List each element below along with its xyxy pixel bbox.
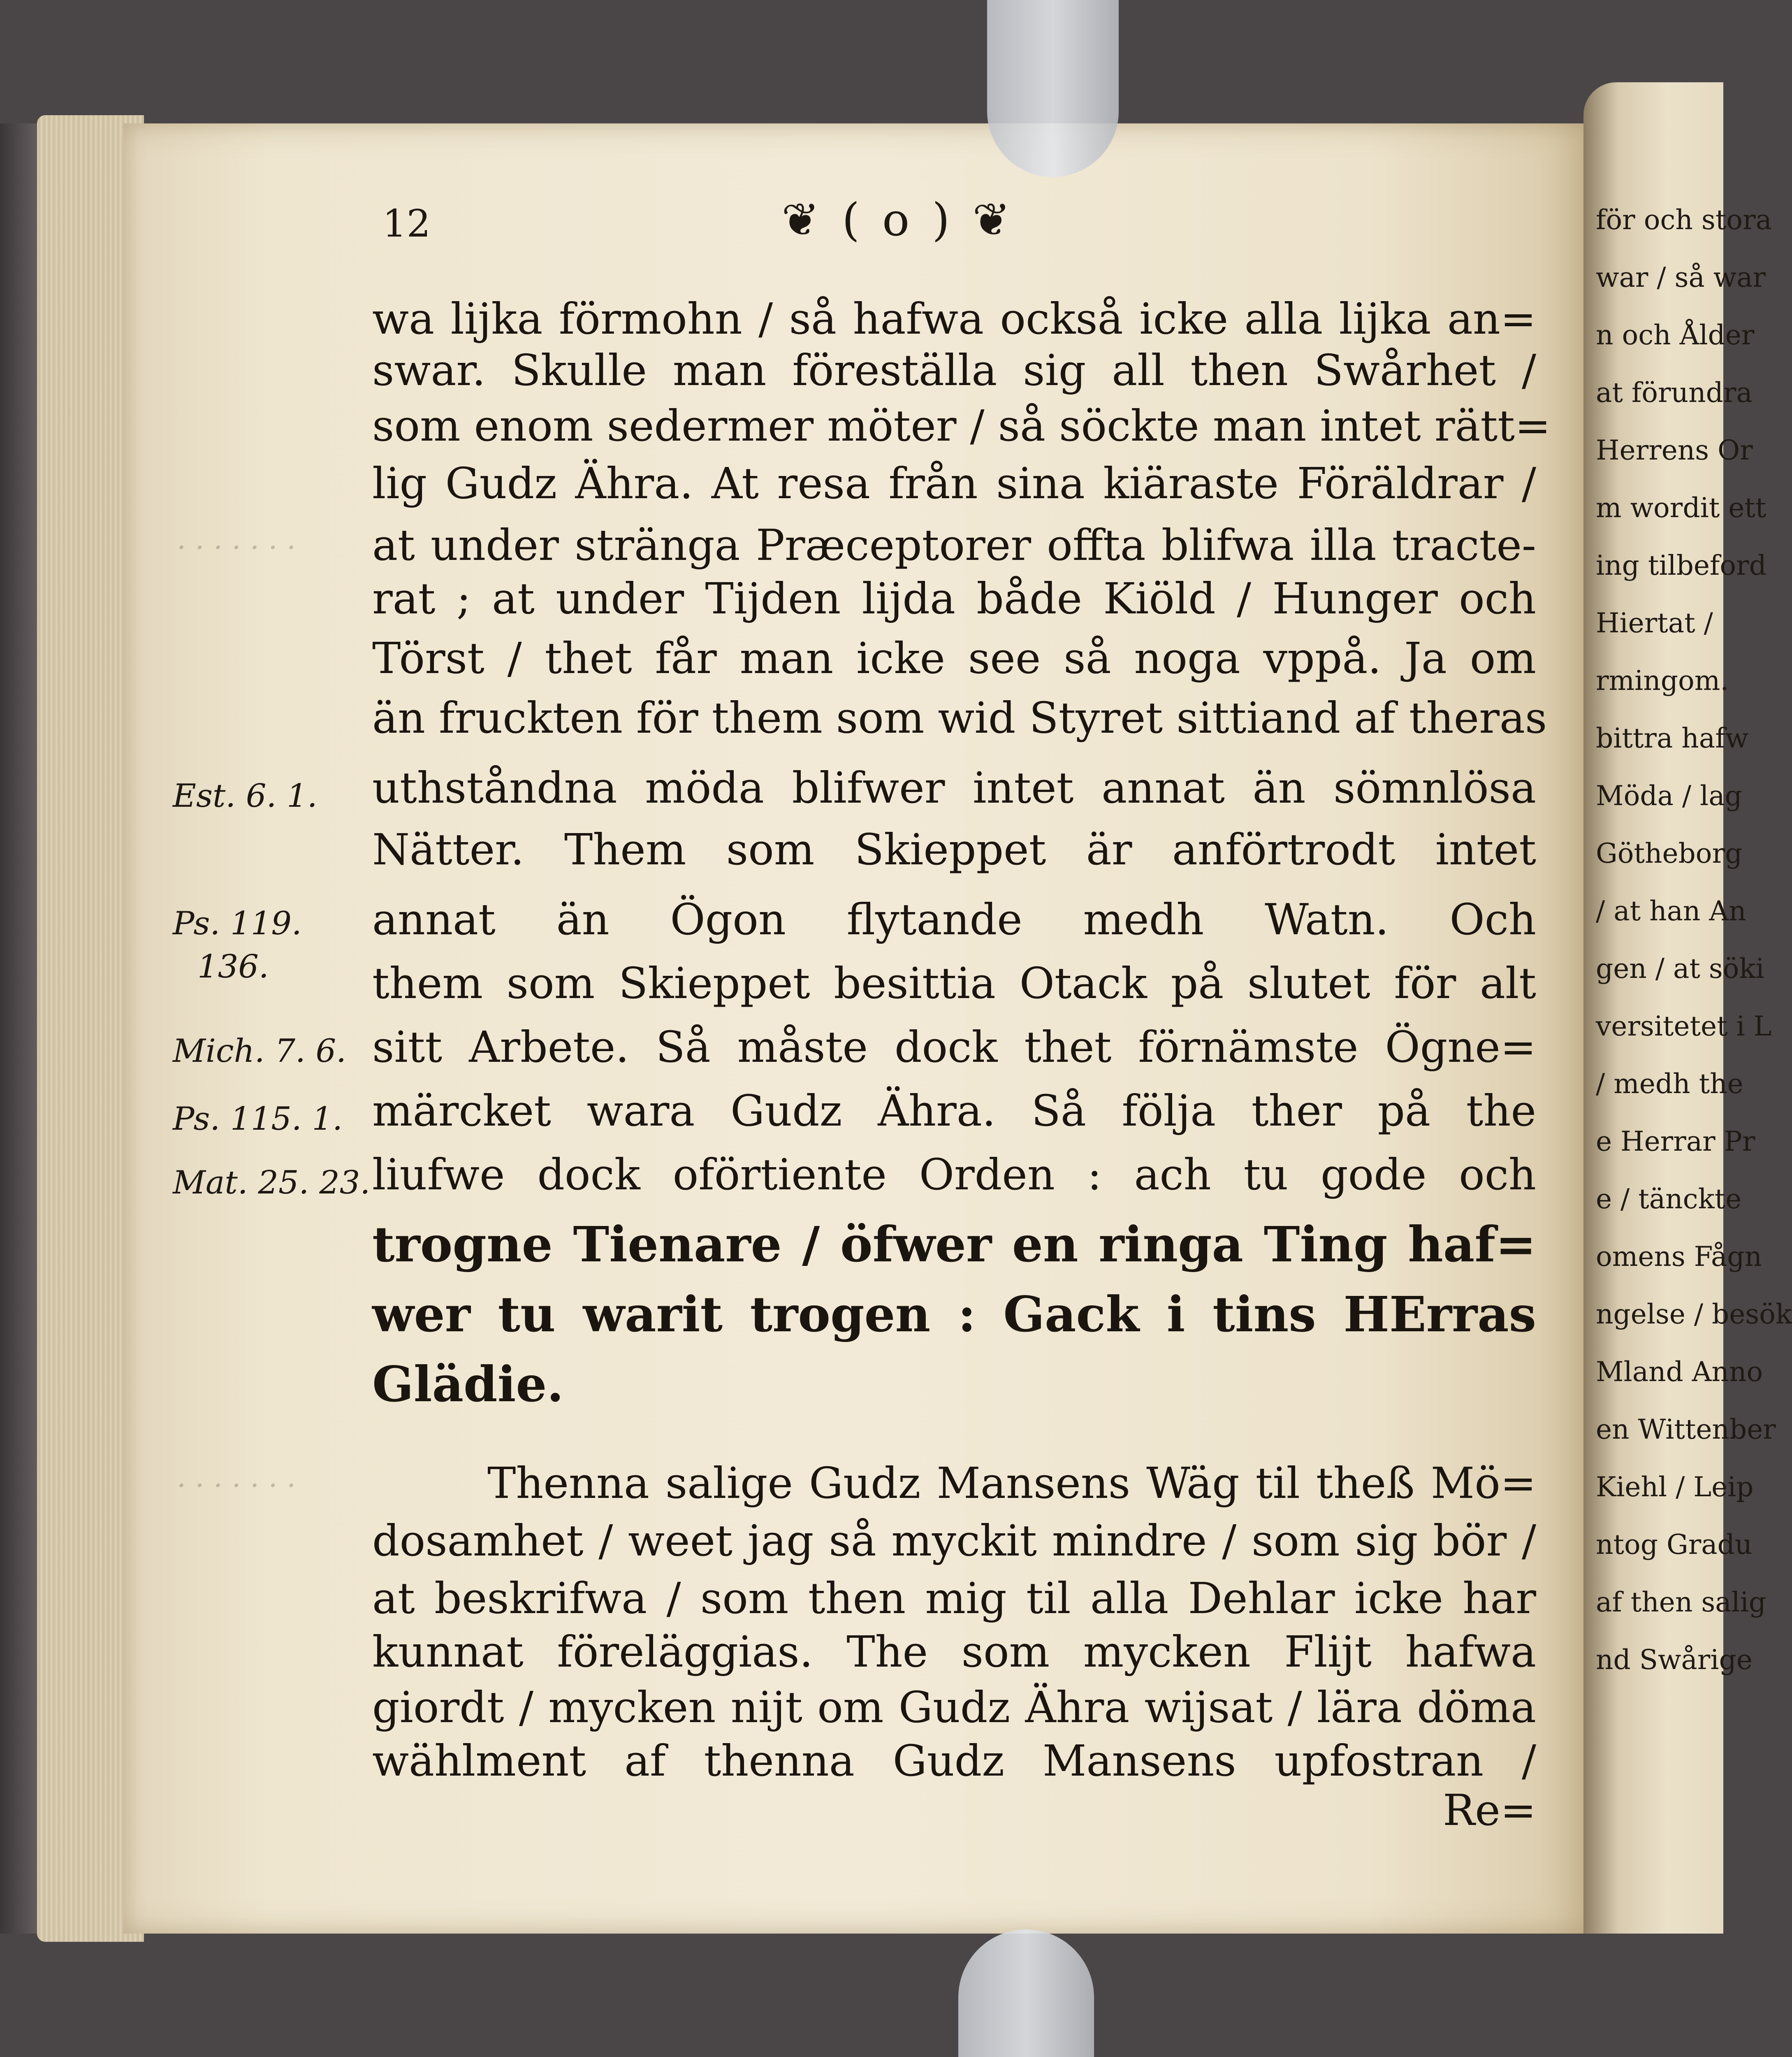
body-text-line: än fruckten för them som wid Styret sittiand af theras [372, 693, 1547, 743]
facing-line: Kiehl / Leip [1596, 1471, 1754, 1503]
facing-line: e / tänckte [1596, 1183, 1742, 1215]
body-text-line: Nätter. Them som Skieppet är anförtrodt intet [372, 824, 1536, 875]
facing-line: / at han An [1596, 895, 1746, 927]
body-text-line: dosamhet / weet jag så myckit mindre / som sig bör / [372, 1516, 1536, 1566]
body-text-line-emphasis: wer tu warit trogen : Gack i tins HErras [372, 1286, 1536, 1343]
facing-line: Hiertat / [1596, 607, 1713, 639]
facing-line: af then salig [1596, 1586, 1766, 1618]
margin-note-reference: 136. [197, 948, 269, 985]
body-text-line: giordt / mycken nijt om Gudz Ähra wijsat / lära döma [372, 1682, 1536, 1732]
body-text-line: märcket wara Gudz Ähra. Så följa ther på the [372, 1086, 1536, 1136]
facing-line: e Herrar Pr [1596, 1126, 1755, 1157]
facing-line: bittra hafw [1596, 722, 1749, 754]
header-ornament: ❦ ( o ) ❦ [781, 193, 1015, 246]
facing-line: m wordit ett [1596, 492, 1766, 524]
body-text-line: swar. Skulle man föreställa sig all then Swårhet / [372, 345, 1536, 395]
body-text-line: liufwe dock oförtiente Orden : ach tu gode och [372, 1149, 1536, 1200]
facing-line: gen / at söki [1596, 953, 1764, 984]
margin-note-reference: Est. 6. 1. [173, 778, 318, 815]
facing-line: ing tilbeford [1596, 550, 1766, 581]
facing-line: ngelse / besök [1596, 1298, 1792, 1330]
page-number: 12 [383, 202, 431, 246]
catchword: Re= [1443, 1785, 1536, 1835]
facing-line: n och Ålder [1596, 319, 1755, 351]
facing-page [1583, 82, 1792, 1934]
facing-line: / medh the [1596, 1068, 1743, 1100]
bleed-through-mark: · · · · · · · [177, 1469, 296, 1502]
facing-line: at förundra [1596, 377, 1753, 409]
facing-line: Möda / lag [1596, 780, 1742, 812]
body-text-line: rat ; at under Tijden lijda både Kiöld / Hunger och [372, 573, 1536, 624]
page-holder-clip-top [987, 0, 1119, 177]
body-text-line-emphasis: trogne Tienare / öfwer en ringa Ting haf= [372, 1216, 1536, 1273]
body-text-line: at under stränga Præceptorer offta blifwa illa tracte- [372, 520, 1536, 570]
body-text-line: wählment af thenna Gudz Mansens upfostran / [372, 1736, 1536, 1786]
margin-note-reference: Mat. 25. 23. [173, 1164, 371, 1201]
facing-line: rmingom. [1596, 665, 1729, 697]
facing-line: Götheborg [1596, 838, 1743, 869]
margin-note-reference: Mich. 7. 6. [173, 1033, 346, 1070]
facing-line: Herrens Or [1596, 434, 1753, 466]
body-text-line: annat än Ögon flytande medh Watn. Och [372, 894, 1536, 945]
facing-line: ntog Gradu [1596, 1529, 1753, 1560]
facing-line: versitetet i L [1596, 1010, 1772, 1042]
margin-note-reference: Ps. 119. [173, 905, 302, 942]
page-holder-clip-bottom [958, 1929, 1094, 2057]
body-text-line-emphasis: Glädie. [372, 1356, 564, 1413]
body-text-line: them som Skieppet besittia Otack på slutet för alt [372, 958, 1536, 1008]
bleed-through-mark: · · · · · · · [177, 531, 296, 564]
body-text-line: Törst / thet får man icke see så noga vppå. Ja om [372, 633, 1536, 683]
facing-line: war / så war [1596, 262, 1766, 293]
body-text-line: Thenna salige Gudz Mansens Wäg til theß Mö= [487, 1458, 1536, 1508]
margin-note-reference: Ps. 115. 1. [173, 1100, 343, 1138]
facing-line: en Wittenber [1596, 1414, 1776, 1445]
facing-line: nd Swårige [1596, 1644, 1753, 1676]
body-text-line: at beskrifwa / som then mig til alla Dehlar icke har [372, 1573, 1536, 1623]
body-text-line: sitt Arbete. Så måste dock thet förnämste Ögne= [372, 1022, 1536, 1072]
body-text-line: uthståndna möda blifwer intet annat än sömnlösa [372, 763, 1536, 813]
facing-line: för och stora [1596, 204, 1772, 236]
body-text-line: som enom sedermer möter / så söckte man intet rätt= [372, 401, 1551, 451]
body-text-line: kunnat föreläggias. The som mycken Flijt hafwa [372, 1627, 1536, 1677]
body-text-line: wa lijka förmohn / så hafwa också icke alla lijka an= [372, 294, 1536, 344]
body-text-line: lig Gudz Ähra. At resa från sina kiäraste Föräldrar / [372, 458, 1536, 508]
facing-line: Mland Anno [1596, 1356, 1763, 1388]
facing-line: omens Fågn [1596, 1241, 1762, 1272]
